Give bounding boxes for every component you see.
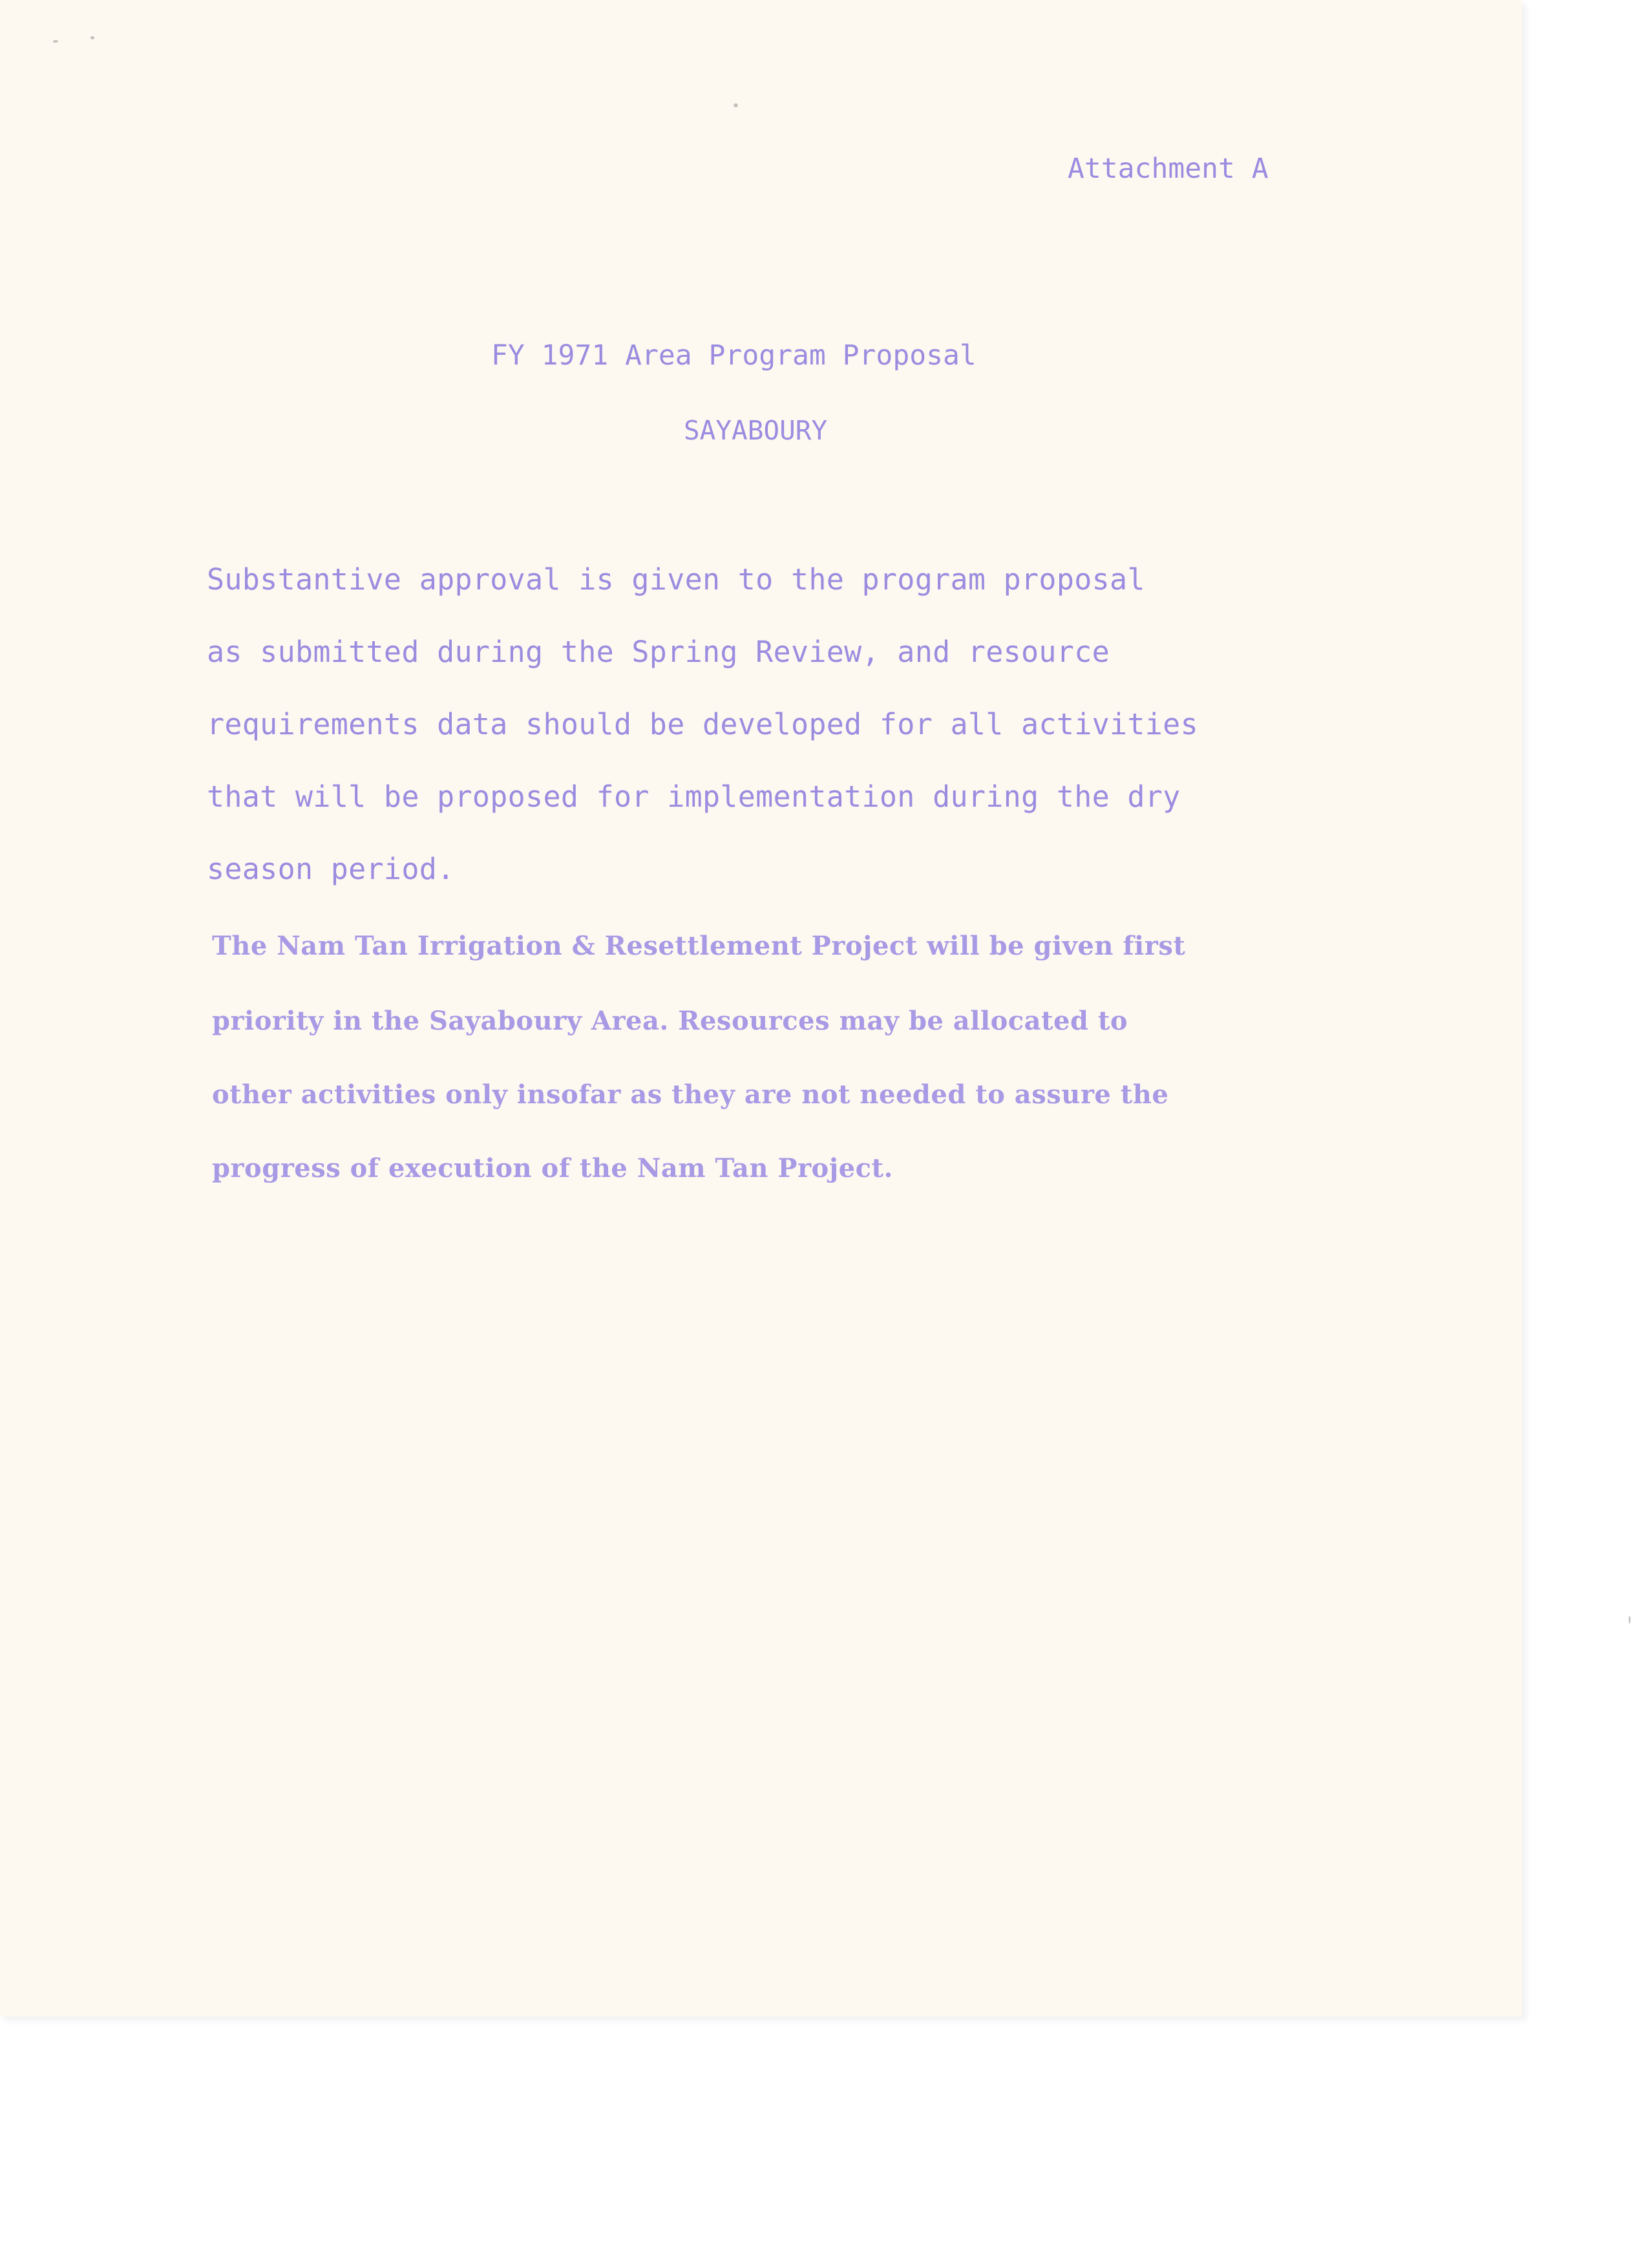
paper-speck [734,103,738,107]
paper-speck [1629,1616,1631,1624]
paragraph-line: other activities only insofar as they are not needed to assure the [212,1079,1169,1110]
area-name: SAYABOURY [684,415,828,446]
paper-speck [90,36,94,39]
paragraph-line: Substantive approval is given to the program proposal [207,562,1145,597]
paragraph-line: progress of execution of the Nam Tan Project. [212,1153,893,1183]
paragraph-line: season period. [207,852,455,886]
attachment-label: Attachment A [1068,153,1269,185]
paragraph-line: as submitted during the Spring Review, and resource [207,635,1110,669]
paper-speck [53,40,58,43]
paragraph-line: priority in the Sayaboury Area. Resources may be allocated to [212,1006,1128,1036]
paragraph-line: that will be proposed for implementation during the dry [207,779,1181,814]
document-title: FY 1971 Area Program Proposal [491,339,977,372]
paragraph-line: requirements data should be developed for all activities [207,707,1198,741]
paragraph-line: The Nam Tan Irrigation & Resettlement Project will be given first [212,931,1186,961]
